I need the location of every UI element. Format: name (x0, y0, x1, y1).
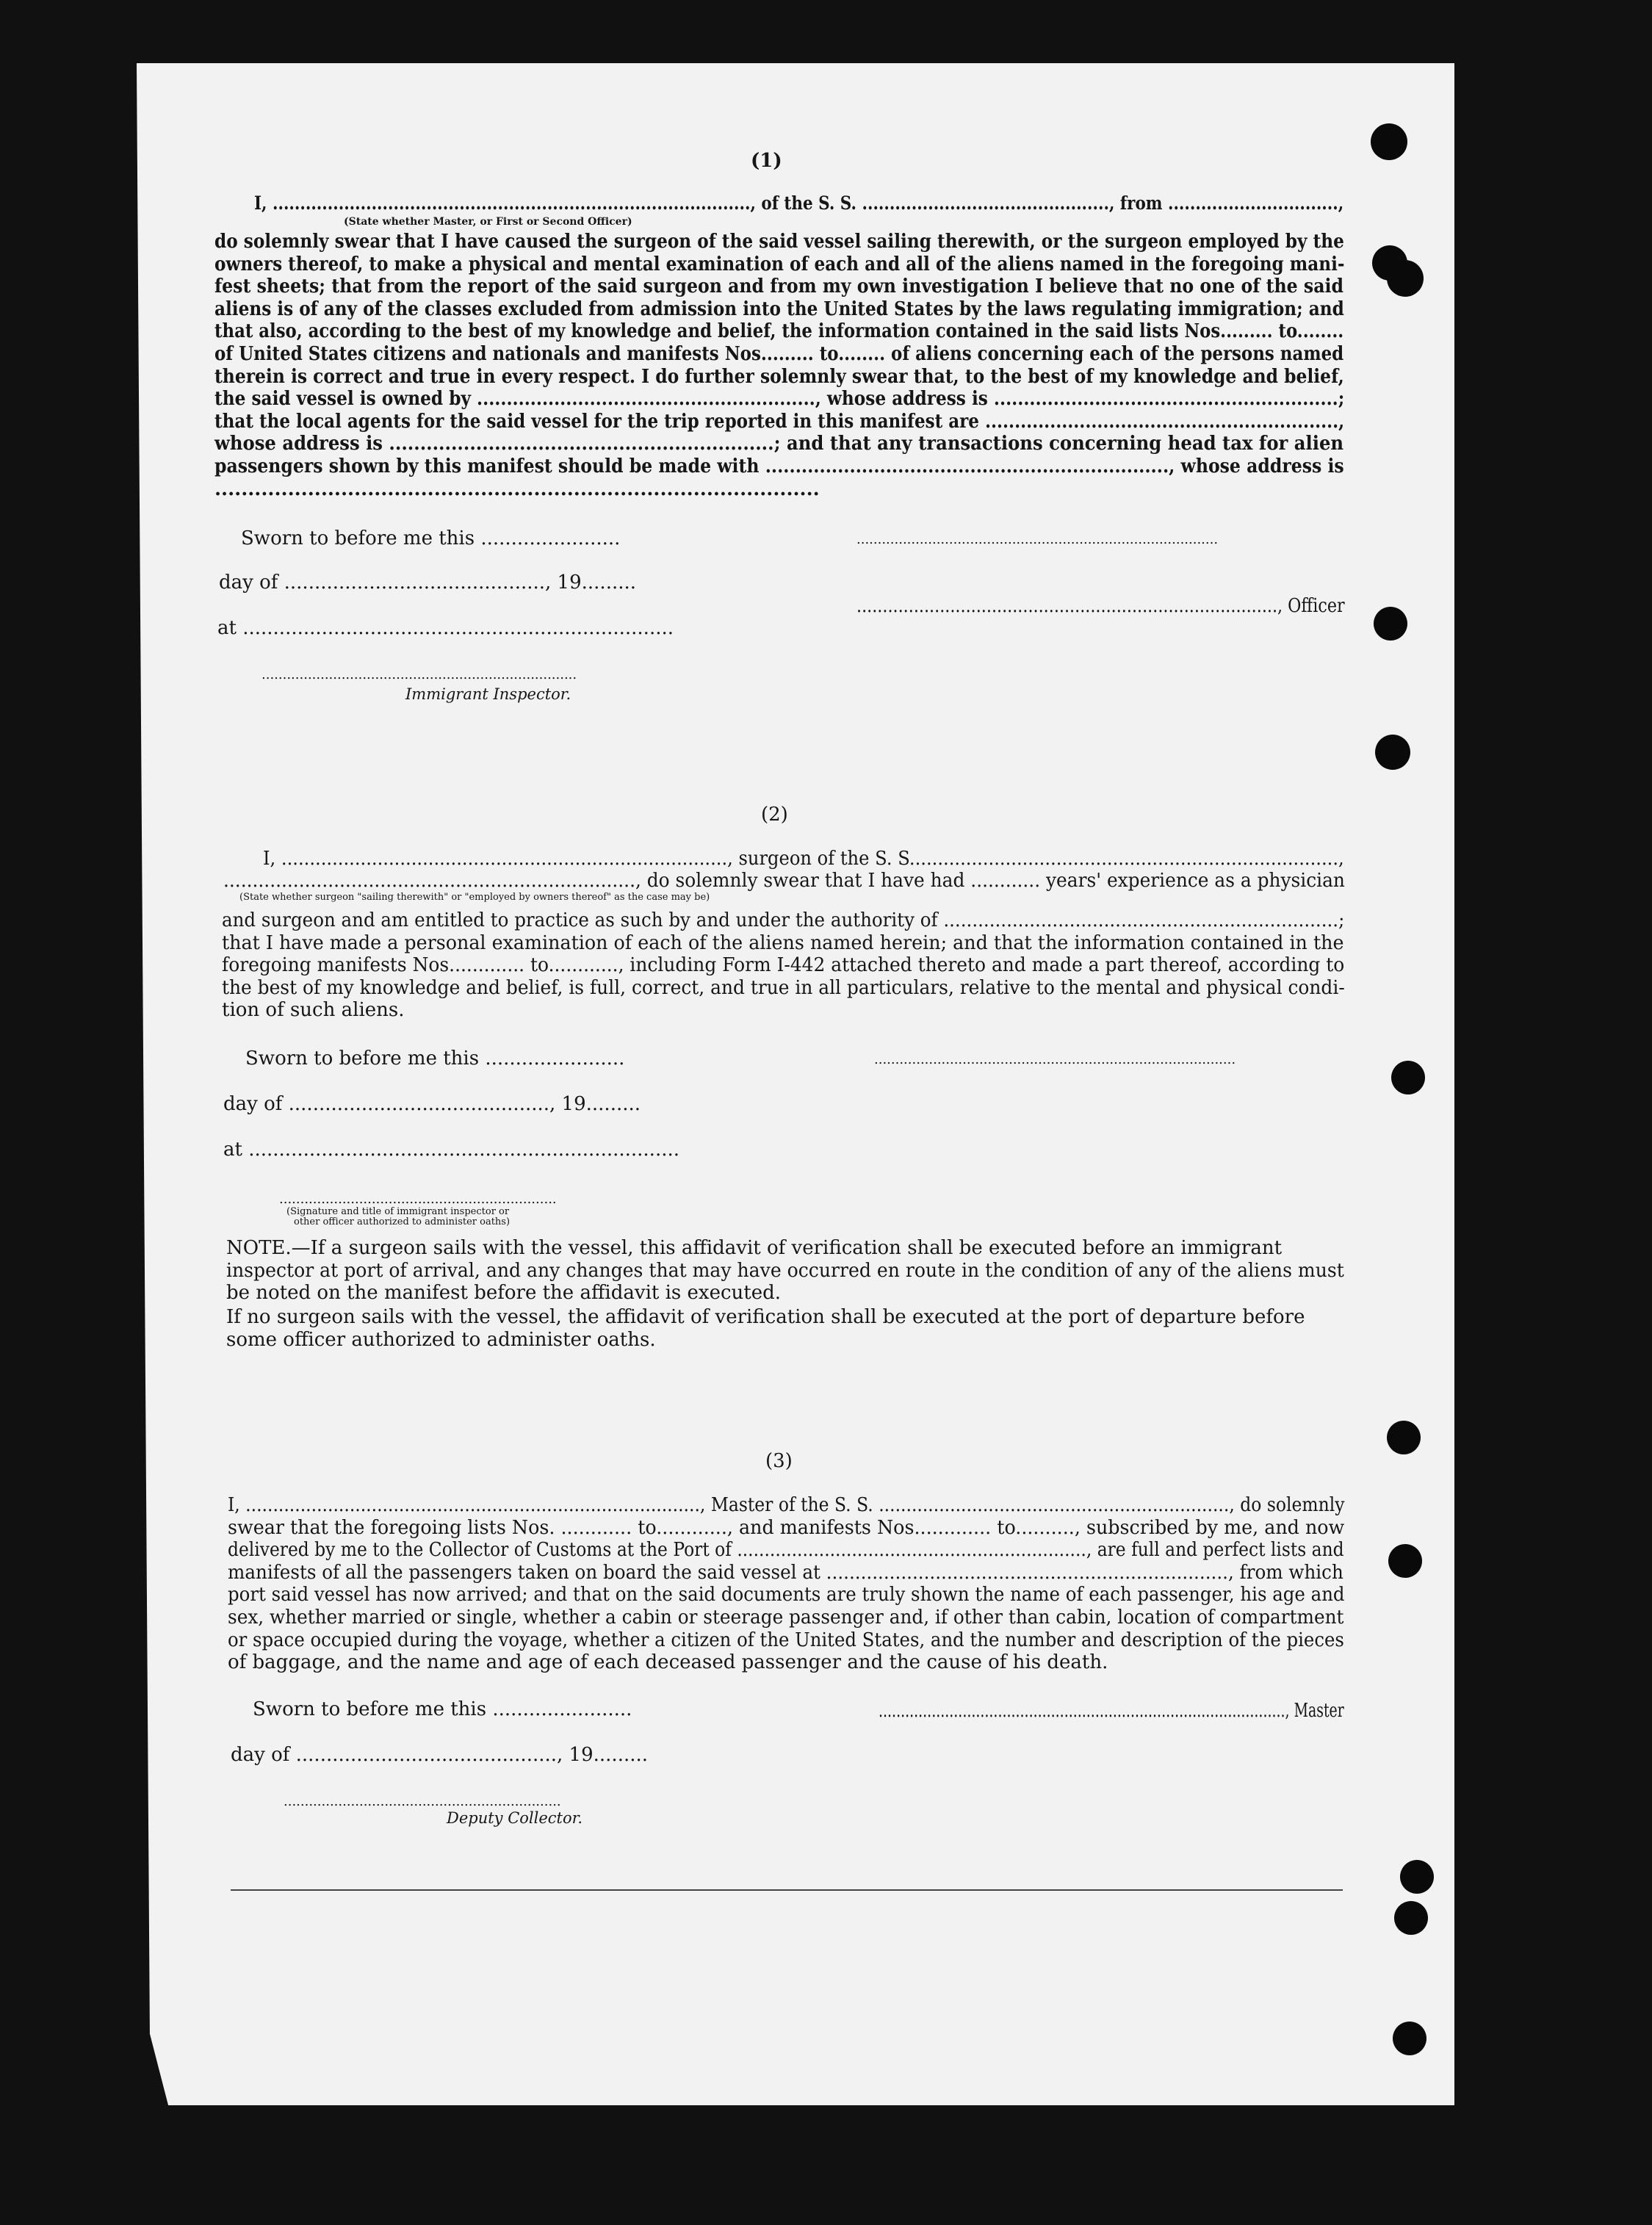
s3body-line: sex, whether married or single, whether a cabin or steerage passenger and, if other than cabin, location of compartment (228, 1606, 1344, 1629)
punch-hole (1394, 1901, 1428, 1935)
s1body-line: that also, according to the best of my knowledge and belief, the information contained in the said lists Nos......... to........ (214, 320, 1344, 343)
section-3-day-line: day of ..........................................., 19......... (231, 1744, 649, 1766)
section-3-master-line: ............................................................................................, Master (879, 1700, 1344, 1722)
s2body-line: foregoing manifests Nos............. to............, including Form I-442 attached thereto and made a part thereof, according to (222, 954, 1345, 977)
punch-hole (1391, 1061, 1425, 1095)
section-1-number: (1) (751, 150, 782, 172)
s3body-line: delivered by me to the Collector of Customs at the Port of ................................................................, are full and perfect lists and (228, 1539, 1344, 1562)
section-1-at-line: at ....................................................................... (217, 617, 674, 639)
s1body-line: whose address is ..............................................................; and that any transactions concerning head tax for alien (214, 433, 1344, 455)
section-2-day-line: day of ..........................................., 19......... (223, 1093, 641, 1115)
s1body-line: that the local agents for the said vessel for the trip reported in this manifest are ............................................................, (214, 410, 1345, 433)
s3body-line: port said vessel has now arrived; and that on the said documents are truly shown the name of each passenger, his age and (228, 1584, 1345, 1606)
section-3-collector-label: Deputy Collector. (447, 1809, 583, 1827)
section-1-officer-line: ................................................................................., Officer (856, 595, 1345, 617)
s2note-line: NOTE.—If a surgeon sails with the vessel, this affidavit of verification shall be executed before an immigrant (226, 1237, 1283, 1259)
s1body-line: the said vessel is owned by ........................................................., whose address is ..........................................................; (214, 388, 1345, 411)
section-2-number: (2) (761, 804, 788, 826)
punch-hole (1374, 607, 1407, 641)
s3body-line: manifests of all the passengers taken on board the said vessel at ......................................................................, from which (228, 1561, 1343, 1584)
s1body-line: owners thereof, to make a physical and mental examination of each and all of the aliens named in the foregoing mani- (214, 253, 1345, 275)
section-1-opening-line: I, ......................................................................................., of the S. S. ............................................., from ..............................., (254, 192, 1344, 214)
section-1-inspector-line: ........................................................................... (261, 667, 577, 682)
punch-hole (1400, 1860, 1434, 1894)
section-1-inspector-label: Immigrant Inspector. (405, 685, 571, 703)
punch-hole (1375, 735, 1410, 770)
s2note-line: inspector at port of arrival, and any changes that may have occurred en route in the condition of any of the aliens must (226, 1259, 1344, 1282)
s2note-line: be noted on the manifest before the affidavit is executed. (226, 1282, 782, 1305)
s1body-line: aliens is of any of the classes excluded from admission into the United States by the laws regulating immigration; and (214, 297, 1344, 320)
s3body-line: of baggage, and the name and age of each deceased passenger and the cause of his death. (228, 1651, 1108, 1674)
s2body-line: and surgeon and am entitled to practice as such by and under the authority of .....................................................................; (222, 909, 1345, 931)
s1body-line: do solemnly swear that I have caused the surgeon of the said vessel sailing therewith, or the surgeon employed by the (214, 231, 1344, 253)
section-2-inspector-note-2: other officer authorized to administer oaths) (294, 1216, 511, 1227)
section-1-signature-line: ...................................................................................... (856, 532, 1219, 547)
section-3-sworn-line: Sworn to before me this ....................... (253, 1698, 632, 1720)
s1body-line: of United States citizens and nationals and manifests Nos......... to........ of aliens concerning each of the persons named (214, 343, 1344, 365)
s3body-line: swear that the foregoing lists Nos. ............ to............, and manifests Nos............. to.........., subscribed by me, and now (228, 1516, 1345, 1539)
section-1-officer-note: (State whether Master, or First or Second Officer) (344, 216, 632, 228)
punch-hole (1393, 2022, 1426, 2055)
section-2-at-line: at ....................................................................... (223, 1139, 680, 1161)
section-2-line-2: ......................................................................., do solemnly swear that I have had ............ years' experience as a physician (223, 870, 1345, 892)
punch-hole (1388, 1544, 1422, 1578)
s2body-line: tion of such aliens. (222, 999, 405, 1022)
section-2-inspector-note-1: (Signature and title of immigrant inspector or (286, 1206, 510, 1217)
section-3-collector-line: .................................................................. (284, 1794, 561, 1809)
section-2-inspector-line: .................................................................. (279, 1191, 557, 1207)
section-1-sworn-line: Sworn to before me this ....................... (241, 527, 621, 549)
s1body-line: fest sheets; that from the report of the said surgeon and from my own investigation I believe that no one of the said (214, 275, 1343, 298)
s2body-line: the best of my knowledge and belief, is full, correct, and true in all particulars, relative to the mental and physical condi- (222, 976, 1345, 999)
punch-hole (1387, 260, 1424, 297)
section-2-surgeon-note: (State whether surgeon "sailing therewith" or "employed by owners thereof" as the case may be) (239, 892, 710, 903)
s2note-line: some officer authorized to administer oaths. (226, 1328, 656, 1351)
s3body-line: or space occupied during the voyage, whether a citizen of the United States, and the number and description of the pieces (228, 1629, 1344, 1651)
section-1-day-line: day of ..........................................., 19......... (219, 571, 637, 594)
punch-hole (1387, 1421, 1421, 1454)
footer-rule (231, 1889, 1343, 1891)
s2note-line: If no surgeon sails with the vessel, the affidavit of verification shall be executed at the port of departure before (226, 1306, 1305, 1328)
s1body-line: therein is correct and true in every respect. I do further solemnly swear that, to the best of my knowledge and belief, (214, 365, 1344, 388)
s3body-line: I, ..................................................................................., Master of the S. S. ................................................................, do solemnly (228, 1494, 1345, 1516)
s1body-line: ........................................................................................... (214, 477, 820, 500)
s1body-line: passengers shown by this manifest should be made with ..................................................................., whose address is (214, 455, 1344, 477)
section-2-signature-line: ...................................................................................... (874, 1052, 1236, 1067)
section-2-line-1: I, ..............................................................................., surgeon of the S. S............................................................................, (263, 848, 1344, 870)
section-2-sworn-line: Sworn to before me this ....................... (245, 1047, 625, 1070)
punch-hole (1371, 123, 1407, 160)
s2body-line: that I have made a personal examination of each of the aliens named herein; and that the information contained in the (222, 931, 1344, 954)
section-3-number: (3) (765, 1450, 793, 1472)
